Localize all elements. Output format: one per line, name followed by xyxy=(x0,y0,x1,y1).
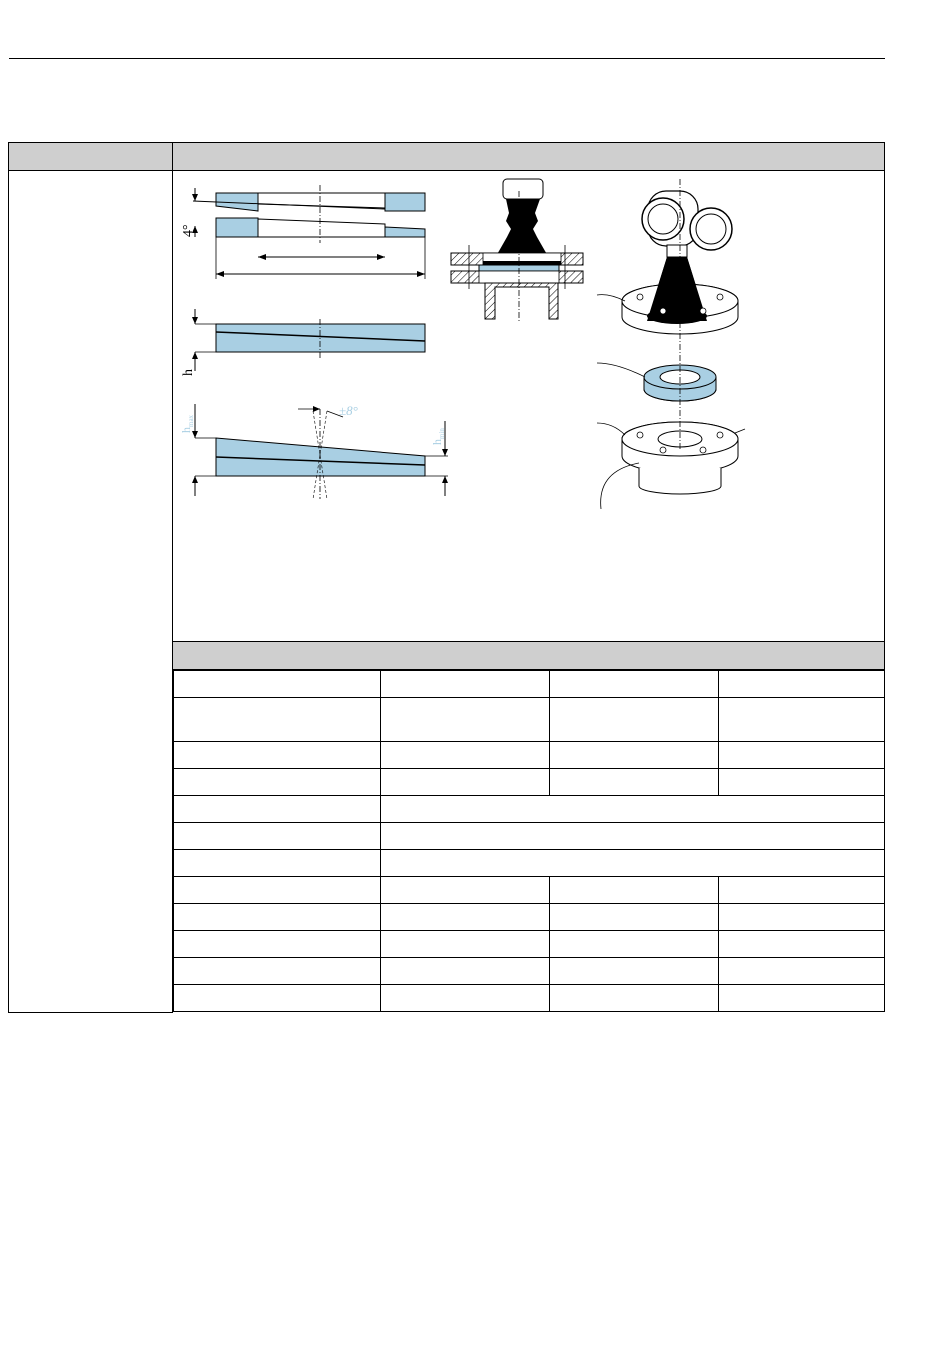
seal-height-view xyxy=(181,309,425,376)
table-row xyxy=(174,904,885,931)
table-header-row xyxy=(9,143,885,171)
angle-label: 4° xyxy=(181,224,196,237)
table-row xyxy=(174,671,885,698)
hmax-label xyxy=(179,414,195,433)
table-row xyxy=(174,850,885,877)
dimension-table xyxy=(173,670,885,1012)
table-row xyxy=(174,742,885,769)
hmin-subscript: min xyxy=(438,428,446,439)
table-row xyxy=(174,698,885,742)
page-top-rule xyxy=(9,58,885,59)
hmax-subscript: max xyxy=(187,414,195,427)
header-cell-description xyxy=(173,143,885,171)
seal-exploded-view xyxy=(181,185,425,279)
alignment-seal-drawing xyxy=(173,171,885,641)
feature-cell xyxy=(9,171,173,1013)
sub-header-cell xyxy=(173,642,885,670)
mounting-section-view xyxy=(451,179,583,323)
height-label: h xyxy=(181,369,196,376)
swivel-angle-label: ±8° xyxy=(339,403,358,418)
specification-table xyxy=(8,142,885,1013)
exploded-isometric-view xyxy=(597,179,745,509)
header-cell-feature xyxy=(9,143,173,171)
table-row xyxy=(174,958,885,985)
table-row xyxy=(174,823,885,850)
table-row xyxy=(174,931,885,958)
table-row xyxy=(174,985,885,1012)
hmax-letter: h xyxy=(179,427,193,433)
table-row xyxy=(174,769,885,796)
table-row xyxy=(174,796,885,823)
seal-tilt-view xyxy=(179,403,448,499)
dimension-table-cell xyxy=(173,670,885,1013)
table-row xyxy=(174,877,885,904)
hmin-letter: h xyxy=(430,439,444,445)
hmin-label xyxy=(430,428,446,445)
figure-cell xyxy=(173,171,885,642)
